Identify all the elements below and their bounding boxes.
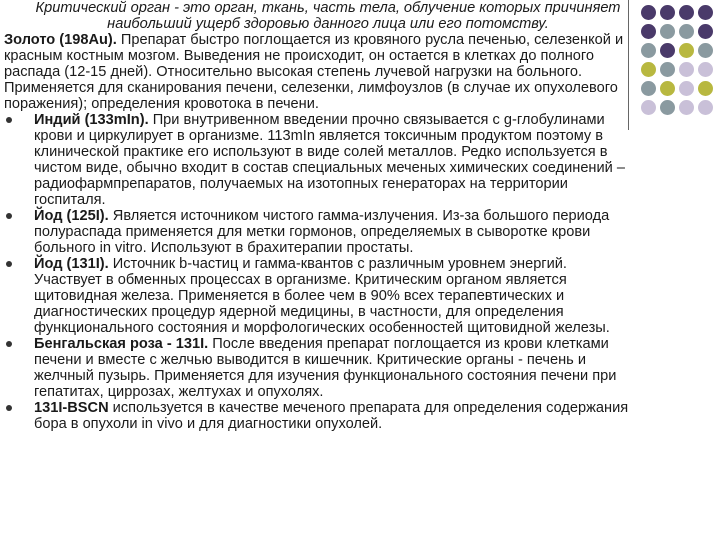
decorative-dot bbox=[698, 5, 713, 20]
item-heading: Йод (131I). bbox=[34, 256, 109, 272]
item-iodine-131 bbox=[4, 256, 636, 336]
bullet-icon bbox=[6, 261, 12, 267]
item-text: После введения препарат поглощается из крови клетками печени и вместе с желчью выводится в кишечник. Критические органы - печень и желчный пузырь. Применяется для изучения функционального состояния печени при гепатитах, циррозах, желтухах и опухолях. bbox=[34, 336, 617, 400]
item-text: используется в качестве меченого препарата для определения содержания бора в опухоли in vivo и для диагностики опухолей. bbox=[34, 400, 629, 432]
decorative-dot bbox=[641, 62, 656, 77]
decorative-dot bbox=[660, 100, 675, 115]
item-heading: 131I-BSCN bbox=[34, 400, 109, 416]
decorative-dot bbox=[679, 81, 694, 96]
decorative-dot bbox=[698, 24, 713, 39]
decorative-dot bbox=[660, 43, 675, 58]
decorative-dot bbox=[660, 5, 675, 20]
bullet-icon bbox=[6, 341, 12, 347]
item-iodine-125 bbox=[4, 208, 636, 256]
item-indium bbox=[4, 112, 636, 208]
bullet-icon bbox=[6, 405, 12, 411]
decorative-dot bbox=[641, 81, 656, 96]
decorative-dot bbox=[679, 100, 694, 115]
decorative-dot bbox=[641, 43, 656, 58]
item-text: Препарат быстро поглощается из кровяного русла печенью, селезенкой и красным костным мозгом. Выведения не происходит, он остается в клетках до полного распада (12-15 дней). Относительно высокая степень лучевой нагрузки на больного. Применяется для сканирования печени, селезенки, лимфоузлов (в случае их опухолевого поражения); определения кровотока в печени. bbox=[4, 32, 624, 112]
item-bengal-rose bbox=[4, 336, 636, 400]
item-bscn bbox=[4, 400, 636, 432]
decorative-dot bbox=[660, 24, 675, 39]
decorative-dot bbox=[641, 100, 656, 115]
decorative-dot bbox=[698, 43, 713, 58]
item-heading: Йод (125I). bbox=[34, 208, 109, 224]
decorative-dot bbox=[679, 24, 694, 39]
item-heading: Индий (133mIn). bbox=[34, 112, 149, 128]
bullet-icon bbox=[6, 117, 12, 123]
decorative-dot bbox=[698, 100, 713, 115]
decorative-dot bbox=[679, 62, 694, 77]
decorative-dot bbox=[698, 62, 713, 77]
decorative-dot-grid bbox=[641, 5, 720, 135]
decorative-dot bbox=[641, 24, 656, 39]
decorative-dot bbox=[679, 43, 694, 58]
decorative-dot bbox=[660, 62, 675, 77]
decorative-dot bbox=[698, 81, 713, 96]
item-text: Является источником чистого гамма-излучения. Из-за большого периода полураспада применяется для метки гормонов, определяемых в сыворотке крови больного in vitro. Используют в брахитерапии простаты. bbox=[34, 208, 610, 256]
item-gold bbox=[4, 32, 636, 112]
decorative-dot bbox=[679, 5, 694, 20]
bullet-icon bbox=[6, 213, 12, 219]
item-text: При внутривенном введении прочно связывается с g-глобулинами крови и циркулирует в организме. 113mIn является токсичным продуктом поэтому в клинической практике его используют в виде солей металлов. Редко используется в чистом виде, обычно входит в состав специальных меченых химических соединений – радиофармпрепаратов, получаемых на изотопных генераторах на территории госпиталя. bbox=[34, 112, 625, 208]
decorative-dot bbox=[660, 81, 675, 96]
item-heading: Бенгальская роза - 131I. bbox=[34, 336, 209, 352]
slide-text bbox=[4, 0, 636, 432]
intro-paragraph: Критический орган - это орган, ткань, часть тела, облучение которых причиняет наибольший ущерб здоровью данного лица или его потомству. bbox=[35, 0, 621, 32]
decorative-dot bbox=[641, 5, 656, 20]
item-heading: Золото (198Au). bbox=[4, 32, 117, 48]
item-text: Источник b-частиц и гамма-квантов с различным уровнем энергий. Участвует в обменных процессах в организме. Критическим органом является щитовидная железа. Применяется в более чем в 90% всех терапевтических и диагностических процедур ядерной медицины, в частности, для определения функционального состояния и морфологических особенностей щитовидной железы. bbox=[34, 256, 610, 336]
